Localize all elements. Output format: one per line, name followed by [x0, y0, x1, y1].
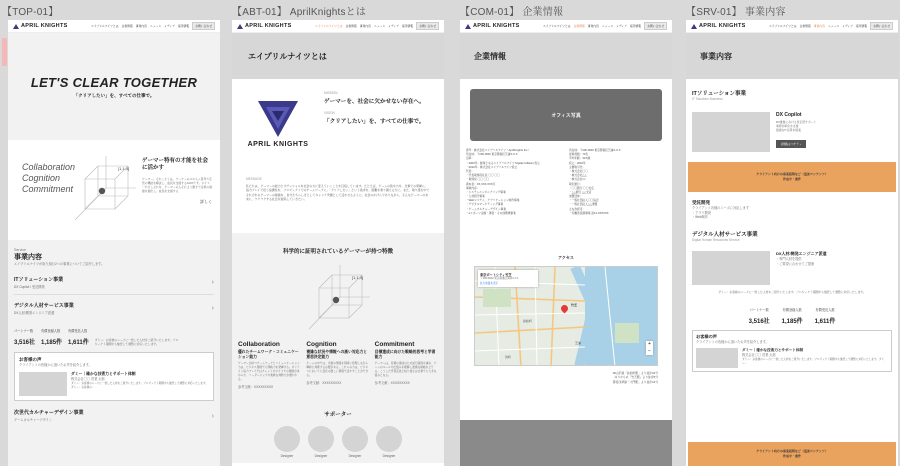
- page-hero: [232, 33, 444, 79]
- hero-subtitle: 「クリアしたい」を、すべての仕事で。: [73, 92, 155, 98]
- avatar: [376, 426, 402, 452]
- map-label: 浜松町: [523, 319, 533, 323]
- biz2-title: デジタル人材サービス事業: [14, 302, 74, 309]
- supporter-card[interactable]: Designer: [308, 426, 334, 459]
- dx-title: DX Copilot: [776, 111, 802, 118]
- page-frame: [8, 20, 220, 466]
- column-company: [460, 0, 672, 466]
- company-info-left: 商号：株式会社エイプリルナイツ（AprilKnights Inc.） 所在地：〒000-0000 東京都港区芝浦X-X-X 沿革： ・2000年：創業となるエイプリルナイツ Digital Collision 設立 ・2010年：株式会社エイプリルナイツ設立 代表： ・代表取締役社長 〇〇 〇〇 ・取締役 〇〇 〇〇 資本金：XX,XXX,XXX円 事業内容： ・システムエンジニアリング事業 ・人材紹介事業 ・Webシステム、アプリケーション制作事業 ・デジタルマーケティング事業 ・ゲームカルチャーデザイン事業 ・eスポーツ企画・運営・その他関連事業: [466, 149, 540, 215]
- nav-service[interactable]: 事業内容: [135, 24, 147, 28]
- cube-diagram: [70, 154, 140, 224]
- trait-commitment: Commitment 目標達成に向けた戦略的思考と学習能力 ゲーマーは、目標の達成のため試行錯誤を重ね、ゲームのルールや仕組みを理解し最適な戦略を立てる。こうした学習意欲と粘り強さは仕事でも大きな強みとなる。 参考文献：XXXXXXXXX: [374, 341, 437, 386]
- vision-text: 「クリアしたい」を、すべての仕事で。: [324, 118, 425, 125]
- cube-label: [1,1,4]: [352, 275, 364, 280]
- stat-partners: パートナー数 3,516社: [14, 329, 36, 347]
- nav-media[interactable]: メディア: [616, 24, 627, 28]
- voice-item-title: ダミー｜確かな技術力とサポート体制: [71, 372, 136, 377]
- voice-subtitle: クライアントの皆様から頂いたお声を紹介します。: [19, 363, 92, 368]
- chevron-right-icon: ›: [211, 279, 214, 287]
- service-kicker: Service: [14, 248, 26, 252]
- hr-item-title: DX人材/開発エンジニア派遣: [776, 250, 827, 256]
- column-label: 【SRV-01】 事業内容: [686, 7, 786, 18]
- message-label: MESSAGE: [246, 177, 262, 181]
- hr-image: [692, 251, 770, 285]
- nav-media[interactable]: メディア: [842, 24, 853, 28]
- nav-about[interactable]: エイプリルナイツとは: [90, 24, 119, 28]
- vision-label: VISION: [324, 110, 335, 115]
- company-emblem-icon: [256, 99, 300, 139]
- logo-icon: [13, 24, 19, 29]
- stat-contracted: 有償受託人数 1,611件: [814, 308, 836, 326]
- map-label: 竹芝: [571, 303, 578, 307]
- voice-title: お客様の声: [19, 357, 42, 363]
- map-zoom-controls[interactable]: [646, 341, 653, 355]
- page-frame: [232, 20, 444, 466]
- page-frame: [686, 20, 898, 466]
- dx-points: DX推進における伴走型サポート 業務効率化を支援 最適なIT活用を提案: [776, 119, 817, 133]
- nav-recruit[interactable]: 採用情報: [856, 24, 868, 28]
- service-subtitle: エイプリルナイツが取り組む2つの事業についてご紹介します。: [14, 262, 105, 266]
- nav-recruit[interactable]: 採用情報: [402, 24, 414, 28]
- voice-image: [19, 372, 67, 396]
- feature-body: ゲーマー。それこそうは、ワーヤーのゴホもム思考で定続の機能を解決し、成長を支援するGOOです。ボイス一かせしそれを、ゲーマーの人それよう勤きで企業の価値を創出し、成長を支援する: [142, 176, 212, 194]
- it-title: ITソリューション事業: [692, 91, 747, 97]
- supporter-title: サポーター: [324, 412, 352, 418]
- supporter-list: [232, 426, 444, 459]
- access-map[interactable]: [474, 266, 658, 366]
- voice-body: ダミー：お客様のニーズに一致した人材をご紹介いたします。プロジェクト期間中も継続して調整に対応いたします。ダミー...: [742, 357, 885, 365]
- traits-title: 科学的に証明されているゲーマーが持つ特徴: [282, 249, 393, 255]
- voice-company: 株式会社〇〇 営業 太郎: [742, 352, 776, 357]
- global-nav: [315, 22, 439, 30]
- site-header: [232, 20, 444, 33]
- biz2-sub: DX人材/開発エンジニア派遣: [14, 310, 55, 315]
- nav-about[interactable]: エイプリルナイツとは: [314, 24, 343, 28]
- biz3-title: 次世代カルチャーデザイン事業: [14, 410, 84, 417]
- nav-news[interactable]: ニュース: [149, 24, 162, 28]
- dev-points: ・アプリ開発 ・Web制作: [692, 210, 711, 220]
- word-collaboration: Collaboration: [22, 162, 76, 172]
- hero: [8, 33, 220, 140]
- site-header: [8, 20, 220, 33]
- banner-placeholder-2: クライアント向けの事業説明など（追加コンテンツ） 作成中・案件: [688, 442, 896, 466]
- voice-box: [14, 352, 214, 401]
- service-title: 事業内容: [14, 254, 42, 261]
- map-enlarge-link[interactable]: 拡大地図を表示: [480, 281, 499, 285]
- service-section: [8, 240, 220, 427]
- more-link[interactable]: 詳しく: [200, 198, 212, 204]
- nav-news[interactable]: ニュース: [827, 24, 840, 28]
- cube-label: [1,1,4]: [118, 166, 130, 171]
- brand-logo[interactable]: APRIL KNIGHTS: [13, 23, 68, 29]
- nav-about[interactable]: エイプリルナイツとは: [542, 24, 571, 28]
- trait-cognition: Cognition 複雑な状況や情報への高い対応力と意思決定能力 ゲームの中では、多数の情報を同時に処理しながら瞬時に判断する必要がある。これらの力は、ビジネスにおいても変化の激しい環境で活かすことができる。 参考文献：XXXXXXXXX: [306, 341, 369, 386]
- page-title: エイプリルナイツとは: [248, 51, 327, 61]
- voice-item-title: ダミー｜確かな技術力とサポート体制: [742, 347, 804, 352]
- brand-logo[interactable]: APRIL KNIGHTS: [237, 23, 292, 29]
- mission-section: [232, 79, 444, 177]
- dev-subtitle: クライアント各様のニーズに対応します: [692, 205, 749, 210]
- supporter-card[interactable]: Designer: [376, 426, 402, 459]
- hr-points: ・専門人材を提供 ・ご要望に合わせてご提案: [776, 256, 815, 266]
- voice-card[interactable]: [696, 348, 888, 368]
- mission-label: MISSION: [324, 91, 338, 95]
- supporter-card[interactable]: Designer: [274, 426, 300, 459]
- site-header: [460, 20, 672, 33]
- feature-copy: [142, 158, 212, 205]
- footer-placeholder: [460, 420, 672, 466]
- page-title: 企業情報: [474, 51, 506, 61]
- cube-diagram: [304, 263, 374, 333]
- zoom-in-icon: +: [648, 341, 651, 347]
- contact-button[interactable]: お問い合わせ: [192, 22, 215, 30]
- site-header: [686, 20, 898, 33]
- nav-company[interactable]: 企業情報: [345, 24, 357, 28]
- nav-media[interactable]: メディア: [388, 24, 399, 28]
- column-about: [232, 0, 444, 466]
- feature-title: ゲーマー特有の才能を社会に活かす: [142, 158, 209, 172]
- dx-image: [692, 112, 770, 152]
- company-info-right: 所在地：〒000-0000 東京都港区芝浦X-X-X 従業員数：70名 平均年齢：30.5歳 設立：2010年 主要取引先： ・株式会社〇〇 ・株式会社△△ ・株式会社□□ 取引銀行： ・〇〇銀行 〇〇支店 ・△△銀行 △△支店 加盟団体： ・一般社団法人〇〇協会 ・一般社団法人△△連盟 主な許認可： ・労働者派遣事業 派13-XXXXXX: [569, 149, 621, 215]
- voice-company: 株式会社〇〇 営業 太郎: [71, 377, 105, 382]
- stats-note: ダミー：お客様のニーズに一致した人材をご紹介いたします。プロジェクト期間中も継続して調整に対応いたします。: [94, 338, 179, 347]
- three-c-words: [22, 162, 75, 195]
- supporter-card[interactable]: Designer: [342, 426, 368, 459]
- biz2-row[interactable]: [14, 302, 214, 316]
- nav-service[interactable]: 事業内容: [587, 24, 599, 28]
- biz3-sub: ゲームカルチャーデザイン: [14, 418, 52, 423]
- map-label: 田町: [505, 355, 512, 359]
- nav-company[interactable]: 企業情報: [121, 24, 133, 28]
- dx-copilot-card: [692, 112, 892, 152]
- banner-placeholder: クライアント向けの事業説明など（追加コンテンツ） 作成中・案件: [688, 162, 896, 192]
- dev-title: 受託開発: [692, 199, 710, 205]
- brand-logo[interactable]: APRIL KNIGHTS: [465, 23, 520, 29]
- page-frame: [460, 20, 672, 466]
- company-info: [460, 141, 672, 251]
- nav-media[interactable]: メディア: [164, 24, 175, 28]
- nav-company[interactable]: 企業情報: [573, 24, 585, 28]
- contact-button[interactable]: お問い合わせ: [870, 22, 893, 30]
- hr-subtitle: Digital Human Resources Service: [692, 238, 740, 243]
- biz1-title: ITソリューション事業: [14, 276, 64, 283]
- voice-subtitle: クライアントの皆様から頂いたお声を紹介します。: [696, 340, 769, 345]
- logo-icon: [465, 24, 471, 29]
- dx-detail-button[interactable]: 詳細はコチラ ›: [776, 140, 806, 148]
- biz1-row[interactable]: [14, 276, 214, 295]
- logo-icon: [237, 24, 243, 29]
- emblem-wordmark: APRIL KNIGHTS: [247, 141, 309, 148]
- chevron-right-icon: ›: [211, 304, 214, 312]
- nav-news[interactable]: ニュース: [373, 24, 386, 28]
- stat-registered: 有償登録人数 1,185件: [41, 329, 63, 347]
- contact-button[interactable]: お問い合わせ: [416, 22, 439, 30]
- logo-icon: [691, 24, 697, 29]
- hero-title: LET'S CLEAR TOGETHER: [30, 74, 198, 90]
- hr-note: ダミー：お客様のニーズに一致した人材をご紹介いたします。プロジェクト期間中も継続して調整に対応いたします。: [718, 289, 866, 294]
- word-cognition: Cognition: [22, 173, 61, 183]
- nav-recruit[interactable]: 採用情報: [178, 24, 190, 28]
- access-title: アクセス: [558, 255, 574, 260]
- stat-partners: パートナー数 3,516社: [748, 308, 770, 326]
- global-nav: [91, 22, 215, 30]
- stat-registered: 有償登録人数 1,185件: [781, 308, 803, 326]
- stats-row: [692, 298, 892, 325]
- chevron-right-icon: ›: [211, 412, 214, 420]
- feature-section: [8, 140, 220, 240]
- it-subtitle: IT Solutions Business: [692, 97, 723, 101]
- page-hero: [686, 33, 898, 79]
- hr-section: [686, 220, 898, 372]
- map-label: 芝浦: [575, 341, 582, 345]
- brand-logo[interactable]: APRIL KNIGHTS: [691, 23, 746, 29]
- traits-grid: [238, 341, 438, 390]
- avatar: [308, 426, 334, 452]
- hr-card: [692, 251, 892, 285]
- column-label: 【COM-01】 企業情報: [460, 7, 564, 18]
- supporter-section: [232, 410, 444, 459]
- column-label: 【TOP-01】: [2, 7, 59, 18]
- avatar: [342, 426, 368, 452]
- word-commitment: Commitment: [22, 184, 74, 194]
- column-top: [2, 0, 214, 466]
- page-title: 事業内容: [700, 51, 732, 61]
- nav-recruit[interactable]: 採用情報: [630, 24, 642, 28]
- global-nav: [769, 22, 893, 30]
- mission-text: ゲーマーを、社会に欠かせない存在へ。: [324, 98, 425, 105]
- office-photo: オフィス写真: [470, 89, 662, 141]
- column-label: 【ABT-01】 AprilKnightsとは: [232, 7, 367, 18]
- mission-vision: [324, 91, 440, 125]
- access-text: JR山手線「浜松町駅」より徒歩10分 ゆりかもめ「竹芝駅」より徒歩5分 都営浅草線「大門駅」より徒歩12分: [612, 371, 658, 384]
- nav-service[interactable]: 事業内容: [813, 24, 825, 28]
- voice-title: お客様の声: [696, 334, 717, 340]
- avatar: [274, 426, 300, 452]
- voice-image: [696, 348, 738, 368]
- nav-about[interactable]: エイプリルナイツとは: [768, 24, 797, 28]
- side-marker: [2, 38, 7, 66]
- hr-title: デジタル人材サービス事業: [692, 232, 758, 239]
- stats-row: [14, 319, 214, 346]
- contact-button[interactable]: お問い合わせ: [644, 22, 667, 30]
- nav-service[interactable]: 事業内容: [359, 24, 371, 28]
- map-info-card: 東京ポートシティ竹芝 〒105-0022 東京都港区海岸1-7-1 拡大地図を表示: [478, 270, 538, 287]
- trait-collaboration: Collaboration 優れたチームワーク・コミュニケーション能力 ゲーマーが持つチームワークとコミュニケーション力は、ビジネス環境でも即戦力を発揮する。オンライン協力プレイではチャットやボイスでの連携が求められ、リーダーシップや柔軟な判断力が磨かれる。 参考文献：XXXXXXXXX: [238, 341, 300, 390]
- stat-contracted: 有償受託人数 1,611件: [68, 329, 89, 347]
- page-hero: [460, 33, 672, 79]
- zoom-out-icon: −: [648, 348, 651, 354]
- nav-company[interactable]: 企業情報: [799, 24, 811, 28]
- dev-section: [686, 192, 898, 220]
- voice-body: ダミー：お客様のニーズに一致した人材をご紹介いたします。プロジェクト期間中も継続して調整に対応いたします。ダミー：お客様の...: [71, 381, 208, 389]
- it-section: [686, 79, 898, 152]
- message-section: [232, 177, 444, 233]
- biz1-sub: DX Copilot / 受託開発: [14, 284, 45, 289]
- nav-news[interactable]: ニュース: [601, 24, 614, 28]
- message-text: 私たちは、ゲーマーの能力とポテンシャルを社会の力に変えていくことを目指しています。たとえば、ゲームの集中力を、仕事での発揮に。協力プレイで培う協調性を、プロジェクトでのチームワークに。「クリアしたい」という欲求を、困難を乗り越える力に。また、取り組む中でそれぞれのゲーマーの価値を、自分たちらしさとしてキャリア実績として活かせるように。社会のかけらでありながら、そんなゲーマーの未来に、ワクワクする社会を創造していきたい。: [246, 183, 430, 201]
- column-service: [686, 0, 898, 466]
- voice-card[interactable]: [19, 372, 209, 396]
- biz3-row[interactable]: [14, 409, 214, 423]
- global-nav: [543, 22, 667, 30]
- voice-box: [692, 330, 892, 372]
